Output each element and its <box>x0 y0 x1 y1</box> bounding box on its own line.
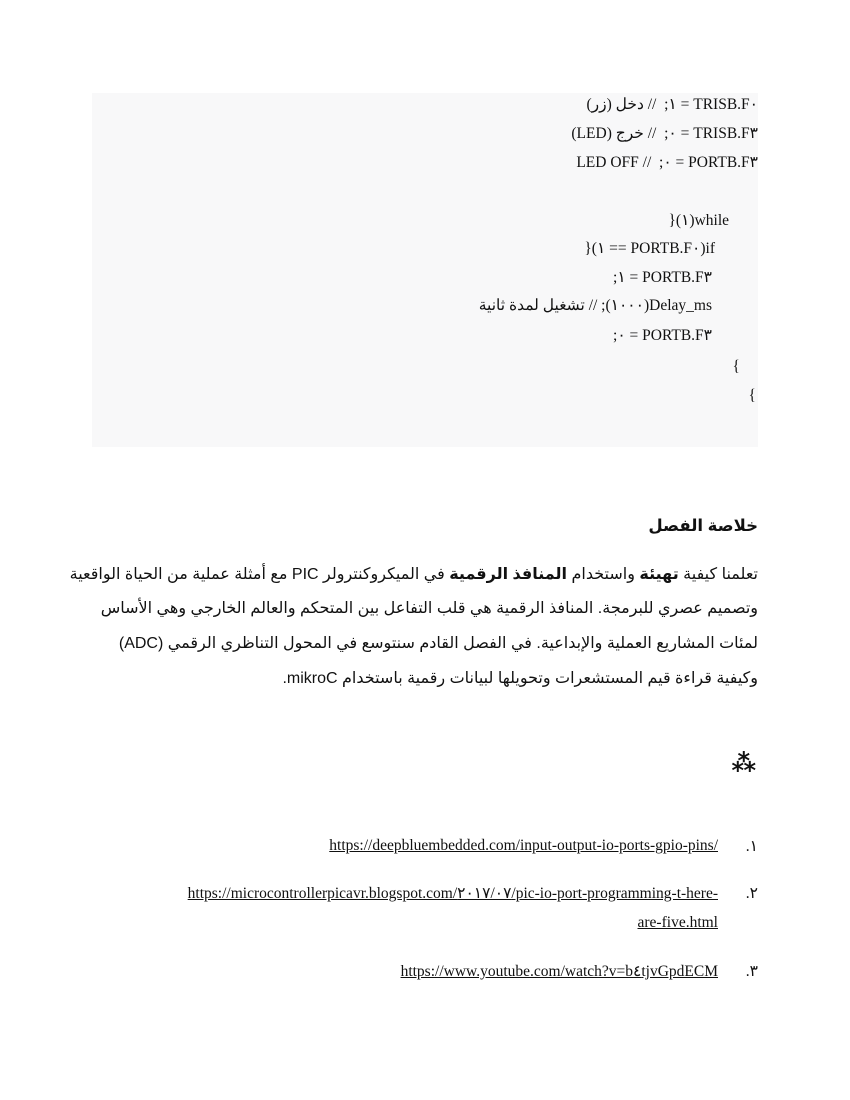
summary-bold: المنافذ الرقمية <box>449 566 568 583</box>
asterism-separator: ⁂ <box>731 750 756 777</box>
reference-link-continued[interactable]: are-five.html <box>637 914 718 931</box>
code-line: } <box>732 358 740 375</box>
summary-line-1 <box>70 564 758 586</box>
code-line: } <box>748 387 756 404</box>
reference-link[interactable]: https://microcontrollerpicavr.blogspot.com/٢٠١٧/٠٧/pic-io-port-programming-t-here- <box>187 885 718 902</box>
code-line: while(١){ <box>668 212 729 229</box>
code-line: if(PORTB.F٠ == ١){ <box>584 240 715 257</box>
reference-number: ١. <box>745 838 758 855</box>
code-line: PORTB.F٣ = ١; <box>613 269 712 286</box>
code-line: TRISB.F٣ = ٠; // خرج (LED) <box>571 125 758 142</box>
summary-bold: تهيئة <box>639 566 679 583</box>
reference-link[interactable]: https://deepbluembedded.com/input-output-io-ports-gpio-pins/ <box>329 837 718 854</box>
reference-link[interactable]: https://www.youtube.com/watch?v=b٤tjvGpdECM <box>400 963 718 980</box>
summary-line-4: وكيفية قراءة قيم المستشعرات وتحويلها لبيانات رقمية باستخدام mikroC. <box>282 670 758 687</box>
summary-text: واستخدام <box>567 566 640 583</box>
reference-number: ٣. <box>745 963 758 980</box>
reference-number: ٢. <box>745 885 758 902</box>
code-line: TRISB.F٠ = ١; // دخل (زر) <box>586 96 758 113</box>
summary-line-2: وتصميم عصري للبرمجة. المنافذ الرقمية هي قلب التفاعل بين المتحكم والعالم الخارجي وهي الأساس <box>100 600 758 617</box>
summary-text: تعلمنا كيفية <box>678 566 758 583</box>
section-heading: خلاصة الفصل <box>648 517 758 535</box>
code-line: PORTB.F٣ = ٠; // LED OFF <box>576 154 758 171</box>
code-line: PORTB.F٣ = ٠; <box>613 327 712 344</box>
summary-line-3: لمئات المشاريع العملية والإبداعية. في الفصل القادم سنتوسع في المحول التناظري الرقمي (ADC) <box>118 635 758 652</box>
code-line: Delay_ms(١٠٠٠); // تشغيل لمدة ثانية <box>478 297 712 314</box>
summary-text: في الميكروكنترولر PIC مع أمثلة عملية من الحياة الواقعية <box>69 566 450 583</box>
